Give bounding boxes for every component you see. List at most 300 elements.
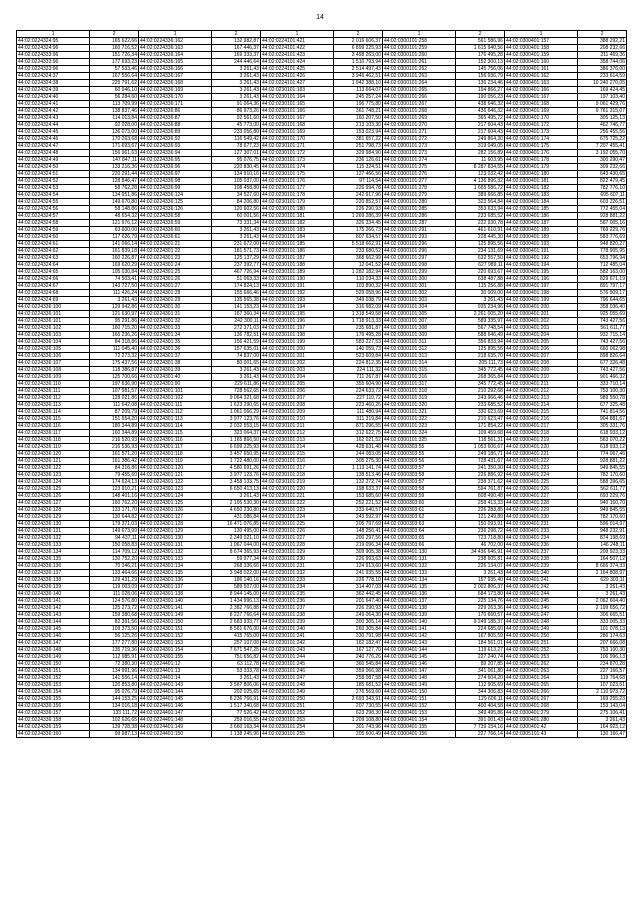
- cadastral-number-cell: 44:02:0224301:111: [138, 402, 211, 409]
- cadastral-value-cell: 233 680,52: [334, 248, 383, 255]
- cadastral-number-cell: 44:02:0230101:167: [260, 115, 333, 122]
- cadastral-number-cell: 44:02:0300401:266: [504, 689, 577, 696]
- table-row: [17, 325, 627, 332]
- cadastral-number-cell: 44:02:0300401:151: [382, 696, 455, 703]
- cadastral-value-cell: 80 001,65: [212, 360, 261, 367]
- cadastral-number-cell: 44:02:0300401:205: [504, 339, 577, 346]
- cadastral-value-cell: 224 812,35: [334, 360, 383, 367]
- cadastral-number-cell: 44:02:0224301:120: [138, 465, 211, 472]
- cadastral-number-cell: 44:02:0300401:202: [504, 318, 577, 325]
- cadastral-value-cell: 796 644,65: [578, 297, 627, 304]
- cadastral-number-cell: 44:02:0300401:174: [504, 136, 577, 143]
- cadastral-value-cell: 259 016,55: [212, 717, 261, 724]
- cadastral-number-cell: 44:02:0224336:133: [17, 542, 90, 549]
- cadastral-value-cell: 46 702,00: [456, 542, 505, 549]
- cadastral-value-cell: 8 674 365,93: [212, 549, 261, 556]
- cadastral-number-cell: 44:02:0300401:159: [504, 52, 577, 59]
- cadastral-number-cell: 44:02:0230101:242: [260, 640, 333, 647]
- table-row: [17, 248, 627, 255]
- cadastral-number-cell: 44:02:0224301:126: [138, 507, 211, 514]
- cadastral-number-cell: 44:02:0300401:203: [504, 325, 577, 332]
- table-row: [17, 640, 627, 647]
- cadastral-number-cell: 44:02:0300401:173: [504, 129, 577, 136]
- cadastral-value-cell: 84 206,80: [212, 199, 261, 206]
- cadastral-value-cell: 118 386,87: [90, 367, 139, 374]
- cadastral-number-cell: 44:02:0224336:159: [17, 724, 90, 731]
- cadastral-value-cell: 753 100,30: [578, 647, 627, 654]
- cadastral-value-cell: 1 113 141,74: [334, 465, 383, 472]
- cadastral-number-cell: 44:02:0224301:140: [138, 598, 211, 605]
- cadastral-number-cell: 44:02:0300401:225: [504, 479, 577, 486]
- cadastral-value-cell: 233 640,57: [334, 507, 383, 514]
- cadastral-number-cell: 44:02:0224101:423: [260, 52, 333, 59]
- cadastral-value-cell: 114 709,12: [90, 549, 139, 556]
- table-row: [17, 626, 627, 633]
- cadastral-number-cell: 44:02:0230101:227: [260, 535, 333, 542]
- cadastral-value-cell: 632 557,50: [456, 255, 505, 262]
- cadastral-number-cell: 44:02:0230101:166: [260, 108, 333, 115]
- cadastral-number-cell: 44:02:0230101:247: [260, 675, 333, 682]
- column-header-code: 1: [17, 31, 90, 38]
- cadastral-value-cell: 3 498 263,00: [334, 52, 383, 59]
- cadastral-number-cell: 44:02:0230101:163: [260, 87, 333, 94]
- cadastral-value-cell: 130 644,82: [90, 514, 139, 521]
- cadastral-value-cell: 233 056,80: [212, 129, 261, 136]
- cadastral-number-cell: 44:02:0305101:43: [504, 731, 577, 738]
- cadastral-value-cell: 181 571,73: [212, 248, 261, 255]
- cadastral-number-cell: 44:02:0224336:124: [138, 192, 211, 199]
- cadastral-value-cell: 133 111,72: [90, 710, 139, 717]
- cadastral-number-cell: 44:02:0300401:145: [382, 654, 455, 661]
- cadastral-number-cell: 44:02:0300401:146: [382, 661, 455, 668]
- cadastral-number-cell: 44:02:0224324:44: [17, 122, 90, 129]
- table-row: [17, 402, 627, 409]
- cadastral-value-cell: 589 507,00: [212, 584, 261, 591]
- cadastral-number-cell: 44:02:0224301:149: [138, 612, 211, 619]
- cadastral-value-cell: 219 096,34: [334, 542, 383, 549]
- cadastral-value-cell: 34 527,60: [212, 192, 261, 199]
- table-row: [17, 731, 627, 738]
- cadastral-number-cell: 44:02:0300303:57: [382, 465, 455, 472]
- cadastral-number-cell: 44:02:0300401:144: [382, 647, 455, 654]
- cadastral-number-cell: 44:02:0224301:39: [138, 367, 211, 374]
- cadastral-number-cell: 44:02:0224336:167: [138, 73, 211, 80]
- cadastral-value-cell: 567 005,16: [578, 220, 627, 227]
- cadastral-value-cell: 462 746,77: [578, 122, 627, 129]
- cadastral-value-cell: 7 207 455,41: [578, 143, 627, 150]
- cadastral-number-cell: 44:02:0300101:285: [382, 206, 455, 213]
- cadastral-number-cell: 44:02:0300401:224: [504, 472, 577, 479]
- cadastral-number-cell: 44:02:0224336:164: [138, 52, 211, 59]
- cadastral-value-cell: 73 331,34: [212, 220, 261, 227]
- cadastral-number-cell: 44:02:0300101:293: [382, 234, 455, 241]
- cadastral-number-cell: 44:02:0224301:38: [138, 360, 211, 367]
- cadastral-number-cell: 44:02:0224401:148: [138, 717, 211, 724]
- table-row: [17, 122, 627, 129]
- cadastral-number-cell: 44:02:0224301:129: [138, 528, 211, 535]
- table-row: [17, 710, 627, 717]
- cadastral-number-cell: 44:02:0224301:90: [138, 381, 211, 388]
- cadastral-number-cell: 44:02:0300401:228: [504, 500, 577, 507]
- cadastral-value-cell: 45 773,00: [212, 122, 261, 129]
- cadastral-value-cell: 928 881,22: [578, 213, 627, 220]
- cadastral-value-cell: 391 001,43: [456, 717, 505, 724]
- cadastral-value-cell: 228 445,30: [456, 234, 505, 241]
- cadastral-value-cell: 179 371,03: [90, 521, 139, 528]
- cadastral-number-cell: 44:02:0300101:264: [382, 80, 455, 87]
- cadastral-value-cell: 157 635,01: [212, 346, 261, 353]
- cadastral-value-cell: 1 665 586,72: [456, 185, 505, 192]
- cadastral-number-cell: 44:02:0224336:171: [138, 101, 211, 108]
- table-row: [17, 171, 627, 178]
- cadastral-value-cell: 3 261,43: [578, 591, 627, 598]
- cadastral-value-cell: 159 380,68: [90, 612, 139, 619]
- cadastral-value-cell: 207 730,55: [334, 703, 383, 710]
- cadastral-value-cell: 210 292,68: [456, 388, 505, 395]
- cadastral-value-cell: 125 895,56: [456, 241, 505, 248]
- table-row: [17, 661, 627, 668]
- cadastral-value-cell: 11 603,95: [456, 157, 505, 164]
- cadastral-value-cell: 175 437,56: [90, 360, 139, 367]
- table-row: [17, 45, 627, 52]
- cadastral-value-cell: 249 864,30: [456, 136, 505, 143]
- cadastral-value-cell: 684 173,80: [456, 591, 505, 598]
- cadastral-value-cell: 2 062 604,40: [578, 598, 627, 605]
- cadastral-value-cell: 151 726,34: [90, 52, 139, 59]
- cadastral-number-cell: 44:02:0224401:14: [138, 675, 211, 682]
- cadastral-number-cell: 44:02:0230101:187: [260, 255, 333, 262]
- cadastral-number-cell: 44:02:0230101:179: [260, 199, 333, 206]
- cadastral-value-cell: 60 001,56: [212, 213, 261, 220]
- cadastral-value-cell: 675 725,22: [578, 136, 627, 143]
- cadastral-value-cell: 3 261,43: [212, 374, 261, 381]
- cadastral-number-cell: 44:02:0300401:246: [504, 605, 577, 612]
- cadastral-number-cell: 44:02:0224336:109: [17, 374, 90, 381]
- cadastral-value-cell: 118 561,31: [456, 437, 505, 444]
- cadastral-value-cell: 129 431,29: [90, 577, 139, 584]
- cadastral-value-cell: 1 282 182,94: [334, 269, 383, 276]
- cadastral-value-cell: 237 392,77: [212, 262, 261, 269]
- cadastral-value-cell: 461 610,91: [456, 227, 505, 234]
- cadastral-value-cell: 311 319,84: [334, 416, 383, 423]
- cadastral-number-cell: 44:02:0230101:235: [260, 591, 333, 598]
- cadastral-value-cell: 1 318 549,58: [334, 311, 383, 318]
- cadastral-value-cell: 2 514 497,43: [334, 66, 383, 73]
- cadastral-number-cell: 44:02:0224336:112: [17, 395, 90, 402]
- cadastral-value-cell: 133 171,70: [90, 507, 139, 514]
- cadastral-value-cell: 102 626,65: [90, 717, 139, 724]
- cadastral-value-cell: 3 261,43: [212, 87, 261, 94]
- cadastral-value-cell: 92 028,00: [90, 122, 139, 129]
- table-row: [17, 66, 627, 73]
- cadastral-number-cell: 44:02:0300401:209: [504, 367, 577, 374]
- table-row: [17, 304, 627, 311]
- cadastral-value-cell: 134 910,16: [212, 171, 261, 178]
- cadastral-value-cell: 111 028,06: [90, 591, 139, 598]
- cadastral-number-cell: 44:02:0300401:213: [504, 395, 577, 402]
- cadastral-number-cell: 44:02:0230101:243: [260, 647, 333, 654]
- cadastral-number-cell: 44:02:0224336:102: [17, 325, 90, 332]
- cadastral-number-cell: 44:02:0224324:48: [17, 150, 90, 157]
- cadastral-value-cell: 829 671,19: [578, 276, 627, 283]
- cadastral-value-cell: 121 976,12: [90, 220, 139, 227]
- cadastral-value-cell: 164 507,12: [578, 556, 627, 563]
- cadastral-value-cell: 205 600,49: [334, 731, 383, 738]
- cadastral-value-cell: 129 606,11: [456, 696, 505, 703]
- cadastral-number-cell: 44:02:0224336:92: [138, 136, 211, 143]
- cadastral-number-cell: 44:02:0230101:196: [260, 318, 333, 325]
- cadastral-value-cell: 10 240 270,05: [578, 80, 627, 87]
- cadastral-value-cell: 3 977 123,76: [212, 416, 261, 423]
- table-row: [17, 682, 627, 689]
- cadastral-value-cell: 243 966,46: [456, 395, 505, 402]
- cadastral-value-cell: 57 533,46: [90, 66, 139, 73]
- cadastral-number-cell: 44:02:0300303:59: [382, 493, 455, 500]
- cadastral-value-cell: 300 305,14: [334, 619, 383, 626]
- cadastral-value-cell: 467 726,94: [212, 269, 261, 276]
- cadastral-value-cell: 106 996,13: [578, 654, 627, 661]
- cadastral-number-cell: 44:02:0300303:60: [382, 500, 455, 507]
- table-row: [17, 437, 627, 444]
- cadastral-value-cell: 127 307,01: [212, 150, 261, 157]
- cadastral-number-cell: 44:02:0230101:222: [260, 500, 333, 507]
- cadastral-number-cell: 44:02:0224101:426: [260, 73, 333, 80]
- cadastral-value-cell: 3 948 022,00: [212, 570, 261, 577]
- cadastral-number-cell: 44:02:0224324:69: [17, 297, 90, 304]
- cadastral-value-cell: 114 013,84: [90, 115, 139, 122]
- cadastral-value-cell: 362 442,45: [334, 591, 383, 598]
- cadastral-value-cell: 305 125,13: [578, 115, 627, 122]
- cadastral-value-cell: 6 650 413,13: [212, 486, 261, 493]
- cadastral-number-cell: 44:02:0224301:30: [138, 304, 211, 311]
- table-row: [17, 241, 627, 248]
- cadastral-number-cell: 44:02:0300401:152: [382, 703, 455, 710]
- cadastral-value-cell: 128 021,86: [90, 395, 139, 402]
- cadastral-number-cell: 44:02:0230101:186: [260, 248, 333, 255]
- cadastral-value-cell: 160 344,89: [90, 430, 139, 437]
- cadastral-number-cell: 44:02:0300401:208: [504, 360, 577, 367]
- cadastral-value-cell: 161 839,18: [90, 248, 139, 255]
- cadastral-number-cell: 44:02:0224324:59: [17, 227, 90, 234]
- cadastral-number-cell: 44:02:0300401:219: [504, 437, 577, 444]
- cadastral-value-cell: 368 662,99: [334, 255, 383, 262]
- cadastral-value-cell: 1 942 388,10: [334, 80, 383, 87]
- table-row: [17, 619, 627, 626]
- cadastral-value-cell: 226 283,85: [456, 507, 505, 514]
- cadastral-number-cell: 44:02:0230101:213: [260, 437, 333, 444]
- cadastral-number-cell: 44:02:0224401:149: [138, 724, 211, 731]
- cadastral-number-cell: 44:02:0230101:169: [260, 129, 333, 136]
- cadastral-value-cell: 123 032,42: [456, 171, 505, 178]
- cadastral-value-cell: 136 234,46: [456, 80, 505, 87]
- cadastral-value-cell: 167 805,59: [456, 633, 505, 640]
- cadastral-number-cell: 44:02:0300401:204: [504, 332, 577, 339]
- cadastral-value-cell: 226 994,78: [334, 185, 383, 192]
- cadastral-value-cell: 774 067,46: [578, 451, 627, 458]
- cadastral-number-cell: 44:02:0224336:134: [17, 549, 90, 556]
- cadastral-number-cell: 44:02:0300101:304: [382, 304, 455, 311]
- cadastral-number-cell: 44:02:0230101:199: [260, 339, 333, 346]
- cadastral-value-cell: 152 300,13: [456, 59, 505, 66]
- cadastral-value-cell: 323 564,84: [456, 199, 505, 206]
- cadastral-number-cell: 44:02:0230101:192: [260, 290, 333, 297]
- cadastral-number-cell: 44:02:0224336:111: [17, 388, 90, 395]
- cadastral-value-cell: 147 847,11: [90, 157, 139, 164]
- cadastral-number-cell: 44:02:0224336:146: [17, 633, 90, 640]
- cadastral-number-cell: 44:02:0300101:280: [382, 199, 455, 206]
- cadastral-value-cell: 174 824,13: [212, 283, 261, 290]
- cadastral-value-cell: 95 291,86: [90, 318, 139, 325]
- cadastral-value-cell: 105 030,84: [90, 269, 139, 276]
- cadastral-number-cell: 44:02:0300401:147: [382, 668, 455, 675]
- cadastral-number-cell: 44:02:0300401:279: [504, 710, 577, 717]
- cadastral-number-cell: 44:02:0300101:309: [382, 332, 455, 339]
- cadastral-value-cell: 8 287 834,55: [456, 164, 505, 171]
- cadastral-number-cell: 44:02:0224336:170: [138, 94, 211, 101]
- table-row: [17, 374, 627, 381]
- cadastral-number-cell: 44:02:0300401:155: [382, 724, 455, 731]
- cadastral-number-cell: 44:02:0224336:115: [17, 416, 90, 423]
- cadastral-value-cell: 753 100,30: [578, 388, 627, 395]
- cadastral-number-cell: 44:02:0230101:204: [260, 374, 333, 381]
- cadastral-number-cell: 44:02:0300401:134: [382, 577, 455, 584]
- cadastral-value-cell: 141 556,14: [90, 675, 139, 682]
- cadastral-value-cell: 309 905,38: [334, 549, 383, 556]
- cadastral-number-cell: 44:02:0224301:124: [138, 493, 211, 500]
- cadastral-number-cell: 44:02:0300101:297: [382, 255, 455, 262]
- table-row: [17, 703, 627, 710]
- cadastral-value-cell: 185 681,52: [334, 682, 383, 689]
- cadastral-number-cell: 44:02:0224301:101: [138, 388, 211, 395]
- cadastral-value-cell: 135 565,38: [212, 297, 261, 304]
- cadastral-number-cell: 44:02:0300401:214: [504, 402, 577, 409]
- cadastral-number-cell: 44:02:0230101:194: [260, 304, 333, 311]
- cadastral-value-cell: 77 526,42: [212, 710, 261, 717]
- cadastral-value-cell: 3 261,43: [212, 367, 261, 374]
- cadastral-number-cell: 44:02:0224336:101: [17, 318, 90, 325]
- table-row: [17, 255, 627, 262]
- cadastral-value-cell: 949 845,55: [578, 507, 627, 514]
- cadastral-number-cell: 44:02:0224324:45: [17, 129, 90, 136]
- cadastral-value-cell: 226 290,93: [334, 206, 383, 213]
- cadastral-number-cell: 44:02:0224324:51: [17, 171, 90, 178]
- cadastral-number-cell: 44:02:0224333:96: [17, 59, 90, 66]
- cadastral-value-cell: 205 797,69: [334, 521, 383, 528]
- cadastral-number-cell: 44:02:0224336:118: [17, 437, 90, 444]
- cadastral-number-cell: 44:02:0224336:152: [17, 675, 90, 682]
- cadastral-number-cell: 44:02:0300101:308: [382, 325, 455, 332]
- cadastral-number-cell: 44:02:0230101:168: [260, 122, 333, 129]
- cadastral-number-cell: 44:02:0230101:164: [260, 94, 333, 101]
- cadastral-number-cell: 44:02:0300401:227: [504, 493, 577, 500]
- cadastral-value-cell: 207 666,08: [578, 640, 627, 647]
- cadastral-value-cell: 174 624,13: [90, 479, 139, 486]
- cadastral-number-cell: 44:02:0224336:127: [17, 500, 90, 507]
- cadastral-value-cell: 948 232,91: [578, 528, 627, 535]
- cadastral-value-cell: 134 951,86: [90, 192, 139, 199]
- cadastral-value-table: [16, 30, 627, 738]
- table-row: [17, 38, 627, 45]
- cadastral-value-cell: 170 660,57: [456, 612, 505, 619]
- cadastral-value-cell: 211 469,36: [578, 52, 627, 59]
- table-row: [17, 472, 627, 479]
- cadastral-number-cell: 44:02:0224101:425: [260, 66, 333, 73]
- cadastral-number-cell: 44:02:0224324:52: [17, 178, 90, 185]
- cadastral-number-cell: 44:02:0230101:240: [260, 626, 333, 633]
- cadastral-number-cell: 44:02:0300101:324: [382, 430, 455, 437]
- column-header-code: 1: [504, 31, 577, 38]
- cadastral-number-cell: 44:02:0230101:250: [260, 696, 333, 703]
- cadastral-number-cell: 44:02:0224301:154: [138, 647, 211, 654]
- cadastral-number-cell: 44:02:0230101:223: [260, 507, 333, 514]
- cadastral-number-cell: 44:02:0300401:250: [504, 633, 577, 640]
- cadastral-value-cell: 160 762,20: [90, 500, 139, 507]
- cadastral-number-cell: 44:02:0230101:237: [260, 605, 333, 612]
- cadastral-value-cell: 272 371,03: [212, 325, 261, 332]
- cadastral-value-cell: 99 987,13: [90, 731, 139, 738]
- cadastral-number-cell: 44:02:0300401:240: [504, 570, 577, 577]
- cadastral-value-cell: 123 910,21: [90, 486, 139, 493]
- table-row: [17, 675, 627, 682]
- cadastral-number-cell: 44:02:0224401:144: [138, 689, 211, 696]
- cadastral-value-cell: 177 693,23: [90, 59, 139, 66]
- cadastral-value-cell: 226 134,07: [456, 563, 505, 570]
- cadastral-number-cell: 44:02:0300101:315: [382, 367, 455, 374]
- cadastral-value-cell: 330 623,69: [456, 409, 505, 416]
- cadastral-value-cell: 389 666,85: [456, 192, 505, 199]
- cadastral-value-cell: 171 854,22: [456, 423, 505, 430]
- table-row: [17, 465, 627, 472]
- cadastral-value-cell: 160 715,20: [90, 325, 139, 332]
- cadastral-value-cell: 94 437,11: [90, 535, 139, 542]
- cadastral-value-cell: 948 820,27: [578, 241, 627, 248]
- cadastral-value-cell: 153 023,94: [334, 129, 383, 136]
- cadastral-number-cell: 44:02:0230101:195: [260, 311, 333, 318]
- table-row: [17, 563, 627, 570]
- cadastral-number-cell: 44:02:0224336:129: [17, 514, 90, 521]
- cadastral-number-cell: 44:02:0230101:246: [260, 668, 333, 675]
- cadastral-value-cell: 7 739 154,16: [456, 724, 505, 731]
- cadastral-number-cell: 44:02:0300401:140: [382, 619, 455, 626]
- cadastral-number-cell: 44:02:0300401:236: [504, 542, 577, 549]
- cadastral-value-cell: 111 426,24: [90, 290, 139, 297]
- cadastral-value-cell: 119 613,27: [456, 647, 505, 654]
- cadastral-value-cell: 677 326,48: [578, 360, 627, 367]
- cadastral-number-cell: 44:02:0300401:153: [382, 710, 455, 717]
- cadastral-value-cell: 125 700,66: [90, 374, 139, 381]
- cadastral-number-cell: 44:02:0300101:277: [382, 178, 455, 185]
- cadastral-value-cell: 3 977 123,76: [212, 472, 261, 479]
- cadastral-value-cell: 9 061 429,76: [578, 101, 627, 108]
- cadastral-value-cell: 660 062,98: [578, 346, 627, 353]
- cadastral-number-cell: 44:02:0224301:37: [138, 353, 211, 360]
- cadastral-value-cell: 74 837,00: [212, 353, 261, 360]
- cadastral-value-cell: 227 766,14: [456, 731, 505, 738]
- cadastral-number-cell: 44:02:0224324:38: [17, 80, 90, 87]
- cadastral-number-cell: 44:02:0224301:130: [138, 535, 211, 542]
- cadastral-number-cell: 44:02:0230101:218: [260, 472, 333, 479]
- cadastral-value-cell: 233 685,52: [456, 402, 505, 409]
- cadastral-value-cell: 638 487,88: [456, 276, 505, 283]
- cadastral-value-cell: 238 371,62: [456, 479, 505, 486]
- cadastral-number-cell: 44:02:0224336:169: [138, 87, 211, 94]
- cadastral-value-cell: 428 631,40: [334, 444, 383, 451]
- cadastral-value-cell: 72 273,32: [90, 353, 139, 360]
- cadastral-number-cell: 44:02:0230101:230: [260, 556, 333, 563]
- cadastral-value-cell: 120 602,56: [212, 206, 261, 213]
- cadastral-number-cell: 44:02:0224301:141: [138, 605, 211, 612]
- cadastral-number-cell: 44:02:0300401:247: [504, 612, 577, 619]
